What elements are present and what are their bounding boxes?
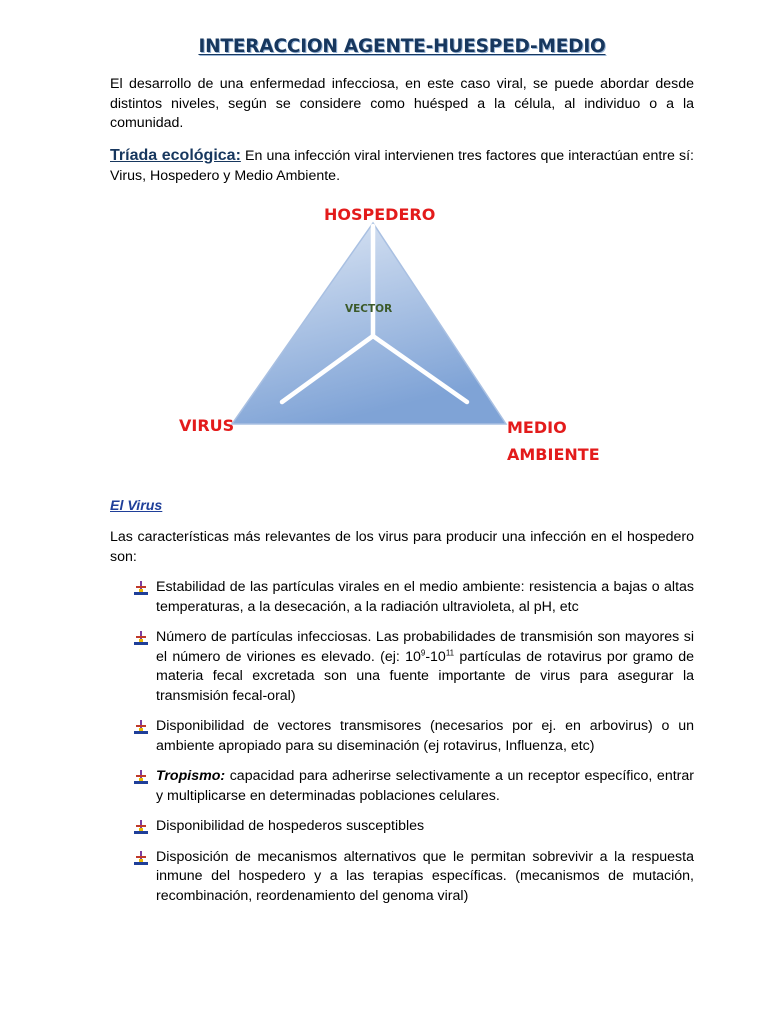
list-item [110, 767, 694, 806]
bullet-icon [134, 720, 148, 734]
bullet-icon [134, 820, 148, 834]
superscript: 11 [445, 647, 455, 657]
bullet-icon [134, 581, 148, 595]
bullet-icon [134, 851, 148, 865]
bullet-text: Disponibilidad de hospederos susceptibles [156, 818, 425, 834]
triangle-shape [232, 223, 506, 424]
bullet-text: capacidad para adherirse selectivamente a un receptor específico, entrar y multiplicarse en determinadas poblaciones celulares. [156, 768, 694, 804]
label-hospedero: HOSPEDERO [324, 205, 436, 224]
bullet-text: partículas de rotavirus por gramo de materia fecal excretada son una fuente importante de virus para asegurar la transmisión fecal-oral) [156, 648, 694, 704]
list-item [110, 578, 694, 617]
list-item [110, 717, 694, 756]
list-item [110, 848, 694, 907]
triad-text: En una infección viral intervienen tres factores que interactúan entre sí: Virus, Hospedero y Medio Ambiente. [110, 148, 694, 184]
virus-characteristics-list [110, 578, 694, 917]
page-title: INTERACCION AGENTE-HUESPED-MEDIO [198, 36, 606, 57]
triad-label: Tríada ecológica: [110, 147, 241, 164]
list-item [110, 628, 694, 706]
bullet-text: Disponibilidad de vectores transmisores (necesarios por ej. en arbovirus) o un ambiente apropiado para su diseminación (ej rotavirus, Influenza, etc) [156, 718, 694, 754]
section-title-virus: El Virus [110, 498, 163, 514]
superscript: 9 [420, 647, 426, 657]
bullet-text: Disposición de mecanismos alternativos que le permitan sobrevivir a la respuesta inmune del hospedero y a las terapias específicas. (mecanismos de mutación, recombinación, reordenamiento del genoma viral) [156, 848, 694, 904]
bullet-icon [134, 631, 148, 645]
label-virus: VIRUS [179, 416, 235, 435]
bullet-text: Estabilidad de las partículas virales en el medio ambiente: resistencia a bajas o altas temperaturas, a la desecación, a la radiación ultravioleta, al pH, etc [156, 579, 694, 615]
label-medio: MEDIO [507, 418, 567, 437]
bullet-text: Número de partículas infecciosas. Las probabilidades de transmisión son mayores si el número de viriones es elevado. (ej: 10 [156, 629, 694, 665]
ecological-triad-diagram [160, 196, 620, 476]
label-medio-ambiente [507, 414, 617, 468]
bullet-text: -10 [425, 648, 446, 665]
triad-paragraph [110, 146, 694, 186]
bullet-icon [134, 770, 148, 784]
list-item [110, 817, 694, 837]
label-ambiente: AMBIENTE [507, 445, 600, 464]
bullet-term: Tropismo: [156, 768, 226, 784]
intro-paragraph: El desarrollo de una enfermedad infecciosa, en este caso viral, se puede abordar desde distintos niveles, según se considere como huésped a la célula, al individuo o a la comunidad. [110, 76, 694, 131]
virus-intro-paragraph: Las características más relevantes de los virus para producir una infección en el hospedero son: [110, 529, 694, 565]
label-vector: VECTOR [345, 303, 393, 315]
